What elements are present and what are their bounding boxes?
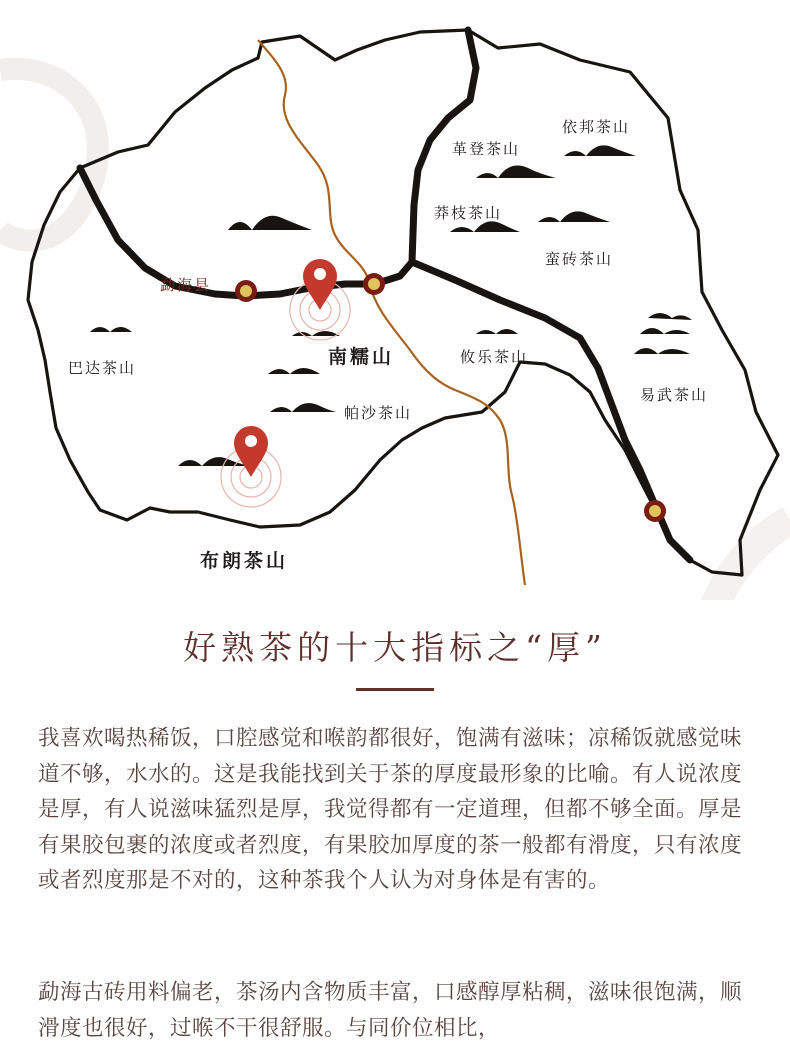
label-yibang: 依邦茶山 <box>562 118 631 136</box>
mountain-icon <box>476 166 556 178</box>
mountain-icon <box>90 327 132 332</box>
mountain-icon <box>648 313 692 320</box>
mountain-icon <box>564 145 636 156</box>
title-divider <box>356 688 434 691</box>
river <box>258 40 525 585</box>
label-pasha: 帕沙茶山 <box>344 404 413 422</box>
label-gedeng: 革登茶山 <box>452 140 521 158</box>
label-mangzhi: 莽枝茶山 <box>434 204 503 222</box>
mountain-icon <box>270 403 336 412</box>
mountain-icon <box>228 216 312 230</box>
mountain-icon <box>634 348 690 354</box>
town-dot <box>240 285 252 297</box>
mountain-icon <box>476 329 518 334</box>
mountain-icon <box>538 211 610 222</box>
label-menghai: 勐海县 <box>160 276 212 294</box>
mountain-icon <box>640 328 690 334</box>
article-title: 好熟茶的十大指标之“厚” <box>183 628 607 667</box>
town-dot <box>649 505 661 517</box>
location-pin-bulang <box>221 426 281 507</box>
map-pin-icon <box>234 426 268 477</box>
label-bada: 巴达茶山 <box>68 359 137 377</box>
article-paragraph-1: 我喜欢喝热稀饭，口腔感觉和喉韵都很好，饱满有滋味；凉稀饭就感觉味道不够，水水的。这是我能找到关于茶的厚度最形象的比喻。有人说浓度是厚，有人说滋味猛烈是厚，我觉得都有一定道理，但都不够全面。厚是有果胶包裹的浓度或者烈度，有果胶加厚度的茶一般都有滑度，只有浓度或者烈度那是不对的，这种茶我个人认为对身体是有害的。 <box>38 726 743 893</box>
map-pin-icon <box>303 259 337 310</box>
label-yiwu: 易武茶山 <box>640 386 709 404</box>
article-paragraph-2: 勐海古砖用料偏老，茶汤内含物质丰富，口感醇厚粘稠，滋味很饱满，顺滑度也很好，过喉不干很舒服。与同价位相比， <box>38 980 743 1041</box>
label-nannuo: 南糯山 <box>328 346 395 368</box>
county-boundary <box>80 168 412 296</box>
location-pin-nannuo <box>290 259 350 340</box>
label-youle: 攸乐茶山 <box>460 348 529 366</box>
label-bulang: 布朗茶山 <box>200 550 289 572</box>
mountain-icon <box>268 368 320 374</box>
town-dot <box>368 278 380 290</box>
region-boundary <box>28 30 778 575</box>
label-manzhuan: 蛮砖茶山 <box>545 250 614 268</box>
